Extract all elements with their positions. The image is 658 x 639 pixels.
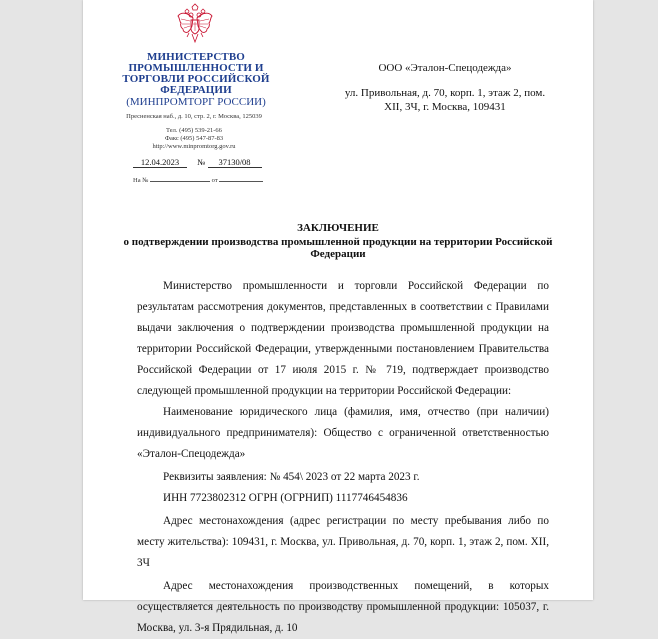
registration-line: [133, 157, 273, 168]
registration-number: 37130/08: [208, 157, 262, 168]
body-paragraph: Адрес местонахождения производственных помещений, в которых осуществляется деятельность по производству промышленной продукции: 105037, г. Москва, ул. 3-я Прядильная, д. 10: [137, 580, 549, 634]
reference-label: На №: [133, 177, 149, 184]
reference-line: [133, 175, 283, 185]
reference-from-label: от: [211, 177, 218, 184]
ministry-website: http://www.minpromtorg.gov.ru: [152, 143, 236, 150]
document-title: ЗАКЛЮЧЕНИЕ: [297, 222, 379, 234]
russian-coat-of-arms-icon: [177, 4, 213, 44]
body-paragraph: Адрес местонахождения (адрес регистрации по месту пребывания либо по месту жительства): 109431, г. Москва, ул. Привольная, д. 70, корп. 1, этаж 2, пом. XII, 3Ч: [137, 515, 549, 569]
document-body: [137, 276, 549, 639]
body-paragraph: Наименование юридического лица (фамилия, имя, отчество (при наличии) индивидуального предпринимателя): Общество с ограниченной ответственностью «Эталон-Спецодежда»: [137, 406, 549, 460]
document-subtitle: о подтверждении производства промышленной продукции на территории Российской Федерации: [123, 236, 553, 260]
recipient-address: ул. Привольная, д. 70, корп. 1, этаж 2, пом. XII, 3Ч, г. Москва, 109431: [344, 87, 546, 113]
ministry-fax: Факс (495) 547-87-83: [164, 135, 224, 142]
recipient-name: ООО «Эталон-Спецодежда»: [378, 62, 512, 74]
body-paragraph: Министерство промышленности и торговли Российской Федерации по результатам рассмотрения документов, представленных в соответствии с Правилами выдачи заключения о подтверждении производства промышленной продукции на территории Российской Федерации, утвержденными постановлением Правительства Российской Федерации от 17 июля 2015 г. № 719, подтверждает производство следующей промышленной продукции на территории Российской Федерации:: [137, 280, 549, 397]
document-page: [83, 0, 593, 634]
ministry-phone: Тел. (495) 539-21-66: [166, 127, 222, 134]
registration-date: 12.04.2023: [133, 157, 187, 168]
ministry-address: Пресненская наб., д. 10, стр. 2, г. Москва, 125039: [126, 113, 262, 120]
ministry-name: МИНИСТЕРСТВО ПРОМЫШЛЕННОСТИ И ТОРГОВЛИ РОССИЙСКОЙ ФЕДЕРАЦИИ: [122, 51, 270, 96]
ministry-short-name: (МИНПРОМТОРГ РОССИИ): [126, 96, 266, 108]
registration-number-label: №: [197, 157, 206, 167]
body-paragraph: Реквизиты заявления: № 454\ 2023 от 22 марта 2023 г.: [163, 471, 420, 483]
body-paragraph: ИНН 7723802312 ОГРН (ОГРНИП) 1117746454836: [163, 492, 408, 504]
